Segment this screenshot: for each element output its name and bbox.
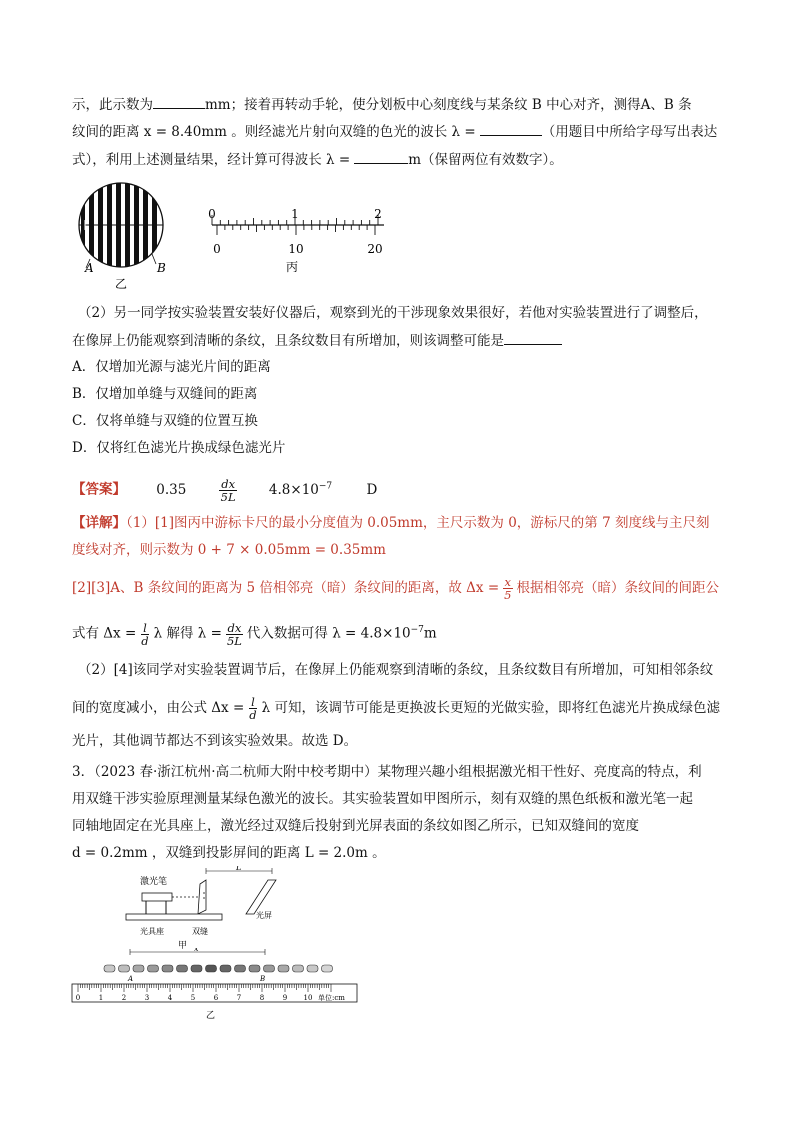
ruler-label: 0 — [75, 994, 81, 1002]
detail-line-6 — [72, 696, 720, 721]
ruler-label: 8 — [259, 994, 265, 1002]
text: m（保留两位有效数字）。 — [408, 152, 563, 168]
ruler-label: 3 — [144, 994, 150, 1002]
text: 式），利用上述测量结果，经计算可得波长 λ = — [72, 152, 351, 168]
q-intro-line-1 — [72, 94, 692, 115]
fringe — [177, 965, 188, 972]
detail-label: 【详解】 — [72, 515, 126, 531]
light-screen — [246, 880, 276, 914]
text: [2][3]A、B 条纹间的距离为 5 倍相邻亮（暗）条纹间的距离，故 Δx = — [72, 580, 500, 596]
fringe — [293, 965, 304, 972]
exponent: −7 — [318, 481, 333, 491]
detail-line-2: 度线对齐，则示数为 0 + 7 × 0.05mm = 0.35mm — [72, 542, 386, 558]
option-a: A．仅增加光源与滤光片间的距离 — [72, 359, 271, 375]
frac-num: x — [504, 575, 512, 589]
answer-blank[interactable] — [480, 121, 542, 136]
figure-jia-apparatus — [120, 866, 300, 950]
text: 在像屏上仍能观察到清晰的条纹，且条纹数目有所增加，则该调整可能是 — [72, 333, 504, 349]
text: 纹间的距离 x = 8.40mm 。则经滤光片射向双缝的色光的波长 λ = — [72, 124, 476, 140]
option-d: D．仅将红色滤光片换成绿色滤光片 — [72, 440, 286, 456]
q3-line-2: 用双缝干涉实验原理测量某绿色激光的波长。其实验装置如甲图所示，刻有双缝的黑色纸板和激光笔一起 — [72, 791, 693, 807]
q3-line-4: d = 0.2mm ，双缝到投影屏间的距离 L = 2.0m 。 — [72, 845, 386, 861]
label-b: B — [260, 975, 266, 983]
q2-line-2 — [72, 330, 562, 351]
text: 根据相邻亮（暗）条纹间的间距公 — [516, 580, 719, 596]
answer-line — [72, 476, 377, 503]
text: m — [423, 625, 437, 642]
frac-num: dx — [227, 620, 242, 635]
text: 间的宽度减小，由公式 Δx = — [72, 700, 245, 716]
frac-den: 5L — [226, 633, 242, 648]
q-intro-line-2 — [72, 121, 717, 142]
text: （1）[1]图丙中游标卡尺的最小分度值为 0.05mm，主尺示数为 0，游标尺的第 7 刻度线与主尺刻 — [126, 515, 710, 531]
text: λ 可知，该调节可能是更换波长更短的光做实验，即将红色滤光片换成绿色滤 — [261, 700, 720, 716]
double-slit-plate — [198, 880, 206, 914]
x-label: x — [194, 948, 199, 953]
fringe — [249, 965, 260, 972]
answer-blank[interactable] — [153, 94, 205, 109]
screen-label: 光屏 — [256, 911, 272, 920]
label-a: A — [128, 975, 134, 983]
exponent: −7 — [410, 625, 424, 635]
detail-line-3 — [72, 576, 719, 601]
main-tick-1: 1 — [291, 207, 299, 221]
label-a: A — [85, 261, 94, 275]
text: mm；接着再转动手轮，使分划板中心刻度线与某条纹 B 中心对齐，测得A、B 条 — [205, 97, 692, 113]
detail-line-5: （2）[4]该同学对实验装置调节后，在像屏上仍能观察到清晰的条纹，且条纹数目有所增加，可知相邻条纹 — [78, 662, 714, 678]
figure-bing-caption: 丙 — [286, 260, 299, 274]
answer-fraction — [219, 478, 238, 503]
fringe — [162, 965, 173, 972]
detail-line-7: 光片，其他调节都达不到该实验效果。故选 D。 — [72, 733, 358, 749]
frac-num: l — [251, 695, 255, 709]
fringe — [322, 965, 333, 972]
fringe — [148, 965, 159, 972]
fraction — [502, 576, 513, 601]
answer-value-4: D — [366, 481, 378, 498]
fringe — [206, 965, 217, 972]
unit-label: 单位:cm — [318, 994, 345, 1002]
ruler-label: 5 — [190, 994, 196, 1002]
main-tick-2: 2 — [374, 207, 382, 221]
q2-line-1: （2）另一同学按实验装置安装好仪器后，观察到光的干涉现象效果很好，若他对实验装置进行了调整后， — [78, 305, 708, 321]
fringe — [264, 965, 275, 972]
frac-den: 5 — [504, 588, 512, 602]
fringe — [307, 965, 318, 972]
text: 4.8×10 — [268, 481, 319, 498]
ruler-label: 2 — [121, 994, 127, 1002]
figure-yi-caption: 乙 — [206, 1011, 216, 1021]
fringe — [278, 965, 289, 972]
frac-den: 5L — [220, 489, 236, 504]
q-intro-line-3 — [72, 149, 563, 170]
answer-value-1: 0.35 — [156, 481, 187, 498]
ruler-label: 6 — [213, 994, 219, 1002]
fraction — [225, 622, 244, 647]
fringe — [191, 965, 202, 972]
ruler-label: 10 — [303, 994, 313, 1002]
text: 式有 Δx = — [72, 625, 137, 642]
text: 示，此示数为 — [72, 97, 153, 113]
fringe-row — [104, 965, 333, 972]
figure-jia-caption: 甲 — [178, 941, 188, 950]
frac-den: d — [141, 633, 149, 648]
ruler-label: 4 — [167, 994, 173, 1002]
vernier-tick-0: 0 — [213, 242, 221, 256]
answer-blank[interactable] — [354, 149, 408, 164]
detail-line-4 — [72, 620, 437, 647]
ruler-label: 9 — [282, 994, 288, 1002]
answer-label: 【答案】 — [72, 481, 126, 498]
q3-line-1: 3．（2023 春·浙江杭州·高二杭师大附中校考期中）某物理兴趣小组根据激光相干性好、亮度高的特点，利 — [72, 764, 702, 780]
text: 代入数据可得 λ = 4.8×10 — [246, 625, 411, 642]
label-b: B — [157, 261, 166, 275]
frac-den: d — [249, 708, 257, 722]
frac-num: l — [143, 620, 147, 635]
laser-label: 激光笔 — [140, 877, 168, 887]
figure-yi-caption: 乙 — [115, 277, 128, 291]
slit-label: 双缝 — [192, 927, 208, 936]
bench-label: 光具座 — [140, 927, 164, 936]
ruler-label: 7 — [236, 994, 242, 1002]
figure-yi-fringe-ruler — [70, 948, 370, 1022]
distance-l-label: L — [236, 866, 242, 872]
laser-pen — [142, 893, 172, 901]
fringe — [104, 965, 115, 972]
fringe — [119, 965, 130, 972]
fringe — [235, 965, 246, 972]
vernier-scale — [208, 207, 384, 274]
fraction — [139, 622, 150, 647]
detail-line-1 — [72, 513, 709, 533]
q3-line-3: 同轴地固定在光具座上，激光经过双缝后投射到光屏表面的条纹如图乙所示，已知双缝间的宽度 — [72, 818, 639, 834]
option-b: B．仅增加单缝与双缝间的距离 — [72, 386, 258, 402]
main-tick-0: 0 — [208, 207, 216, 221]
fringe — [133, 965, 144, 972]
option-c: C．仅将单缝与双缝的位置互换 — [72, 413, 258, 429]
ruler-label: 1 — [98, 994, 104, 1002]
fraction — [247, 696, 258, 721]
text: λ 解得 λ = — [153, 625, 222, 642]
answer-blank[interactable] — [504, 330, 562, 345]
text: （用题目中所给字母写出表达 — [541, 124, 718, 140]
fringe — [220, 965, 231, 972]
vernier-tick-10: 10 — [288, 242, 304, 256]
optical-bench — [126, 914, 222, 920]
vernier-tick-20: 20 — [367, 242, 383, 256]
figure-yi-bing — [70, 182, 400, 294]
frac-num: dx — [221, 476, 236, 491]
answer-value-3 — [269, 482, 332, 498]
